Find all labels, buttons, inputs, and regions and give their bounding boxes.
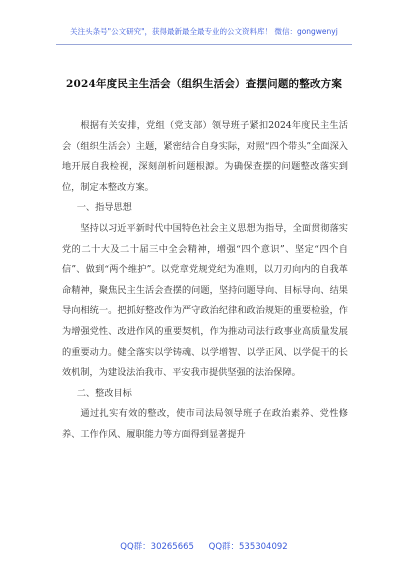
section-heading-guiding-ideology: 一、指导思想 <box>76 202 132 214</box>
footer-qq-group-2: QQ群：535304092 <box>208 542 288 552</box>
document-title: 2024年度民主生活会（组织生活会）查摆问题的整改方案 <box>65 78 343 90</box>
footer-qq-group-1: QQ群：30265665 <box>120 542 194 552</box>
document-body <box>62 116 348 446</box>
footer <box>0 540 408 552</box>
header-banner: 关注头条号"公文研究"，获得最新最全最专业的公文资料库！ 微信：gongwenyj <box>70 27 338 36</box>
rectification-goals-paragraph: 通过扎实有效的整改，使市司法局领导班子在政治素养、党性修养、工作作风、履职能力等方面得到显著提升 <box>62 408 348 440</box>
intro-paragraph: 根据有关安排，党组（党支部）领导班子紧扣2024年度民主生活会（组织生活会）主题，紧密结合自身实际，对照“四个带头”全面深入地开展自我检视，深刻剖析问题根源。为确保查摆的问题整改落实到位，制定本整改方案。 <box>62 120 348 193</box>
guiding-ideology-paragraph: 坚持以习近平新时代中国特色社会主义思想为指导，全面贯彻落实党的二十大及二十届三中全会精神，增强“四个意识”、坚定“四个自信”、做到“两个维护”。以党章党规党纪为准则，以刀刃向内的自我革命精神，聚焦民主生活会查摆的问题，坚持问题导向、目标导向、结果导向相统一。把抓好整改作为严守政治纪律和政治规矩的重要检验，作为增强党性、改进作风的重要契机，作为推动司法行政事业高质量发展的重要动力。健全落实以学铸魂、以学增智、以学正风、以学促干的长效机制，为建设法治我市、平安我市提供坚强的法治保障。 <box>62 222 348 379</box>
header-divider <box>56 44 352 45</box>
section-heading-rectification-goals: 二、整改目标 <box>76 387 132 399</box>
